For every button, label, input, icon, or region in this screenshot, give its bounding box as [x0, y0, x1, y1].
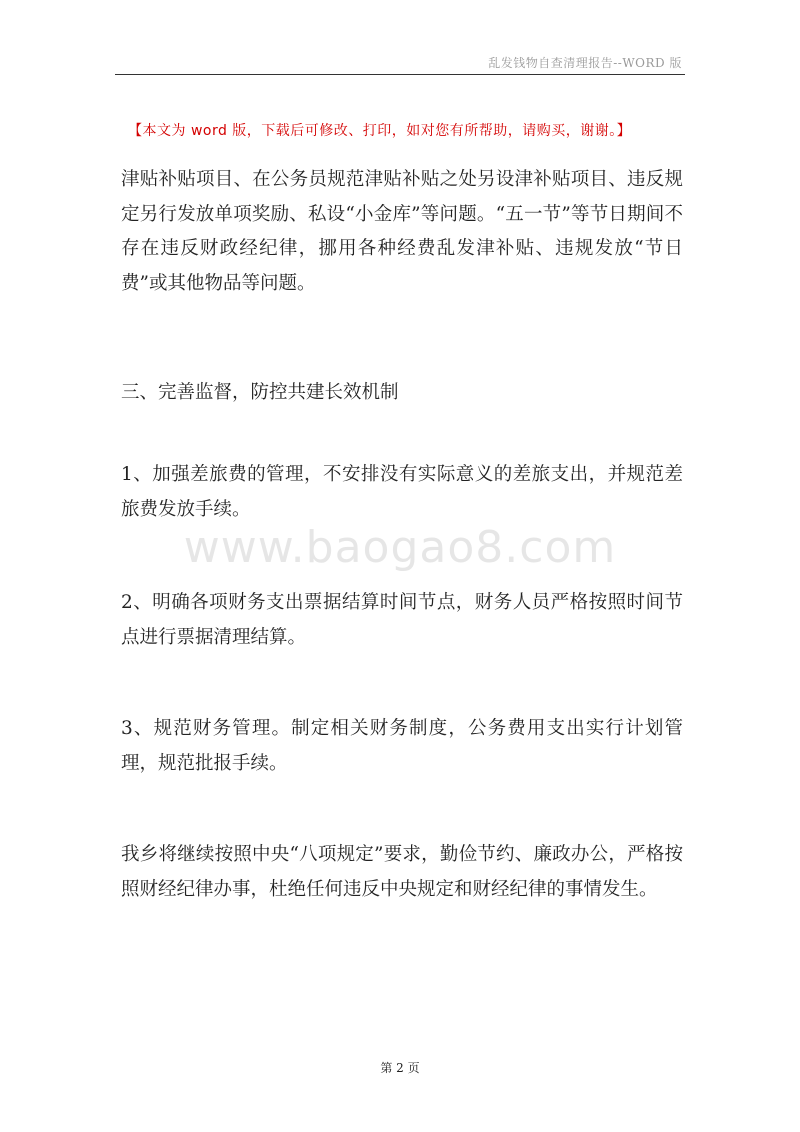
list-item-3: 3、规范财务管理。制定相关财务制度，公务费用支出实行计划管理，规范批报手续。 [121, 718, 683, 774]
closing-paragraph: 我乡将继续按照中央“八项规定”要求，勤俭节约、廉政办公，严格按照财经纪律办事，杜绝任何违反中央规定和财经纪律的事情发生。 [121, 844, 683, 900]
watermark: www.baogao8.com [183, 522, 617, 573]
section-heading: 三、完善监督，防控共建长效机制 [121, 382, 399, 403]
paragraph-continuation: 津贴补贴项目、在公务员规范津贴补贴之处另设津补贴项目、违反规定另行发放单项奖励、私设“小金库”等问题。“五一节”等节日期间不存在违反财政经纪律，挪用各种经费乱发津补贴、违规发放“节日费”或其他物品等问题。 [121, 169, 683, 294]
header-divider [115, 74, 685, 75]
list-item-1: 1、加强差旅费的管理，不安排没有实际意义的差旅支出，并规范差旅费发放手续。 [121, 464, 683, 520]
header-title: 乱发钱物自查清理报告--WORD 版 [488, 56, 682, 70]
download-notice: 【本文为 word 版，下载后可修改、打印，如对您有所帮助，请购买，谢谢。】 [128, 123, 632, 139]
list-item-2: 2、明确各项财务支出票据结算时间节点，财务人员严格按照时间节点进行票据清理结算。 [121, 592, 683, 648]
page-number: 第 2 页 [380, 1061, 420, 1075]
